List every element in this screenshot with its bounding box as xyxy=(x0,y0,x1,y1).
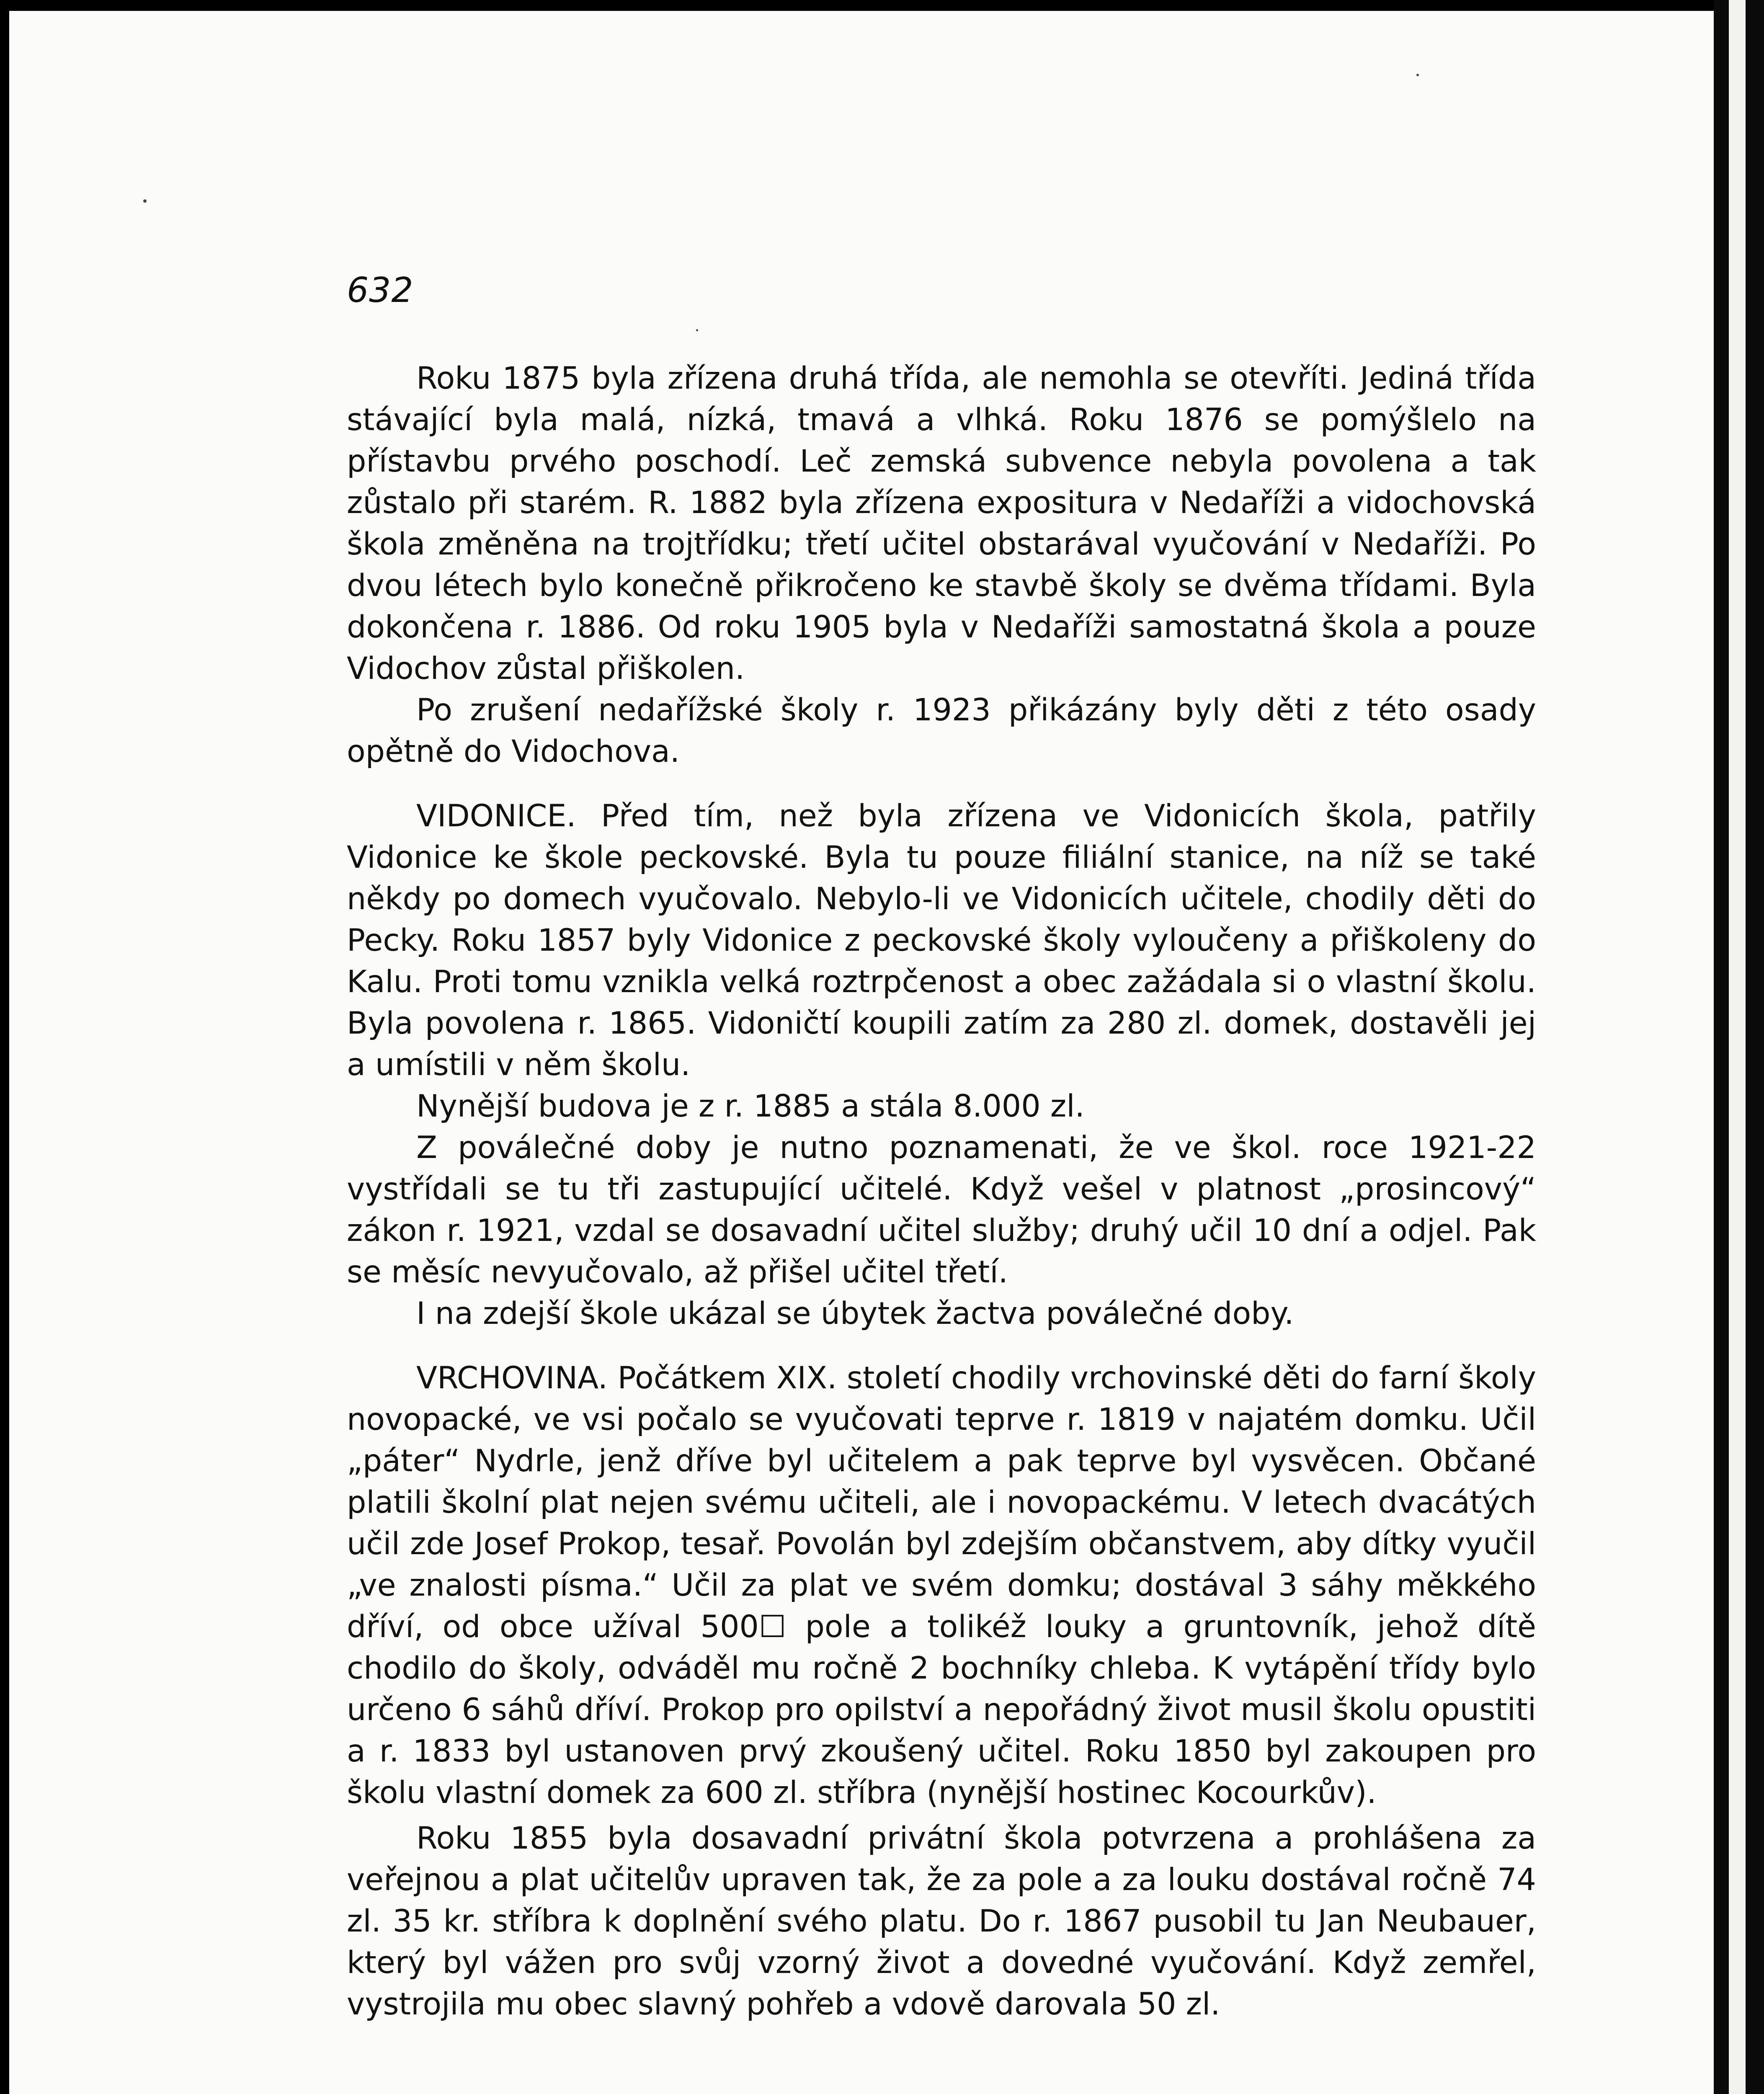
scan-speck xyxy=(696,329,698,331)
paragraph-vrchovina-2: Roku 1855 byla dosavadní privátní škola potvrzena a prohlášena za veřejnou a plat učitelův upraven tak, že za pole a za louku dostával ročně 74 zl. 35 kr. stříbra k doplnění svého platu. Do r. 1867 pusobil tu Jan Neubauer, který byl vážen pro svůj vzorný život a dovedné vyučování. Když zemřel, vystrojila mu obec slavný pohřeb a vdově darovala 50 zl. xyxy=(347,1821,1536,2022)
book-page xyxy=(9,11,1714,2094)
adjacent-page-sliver xyxy=(1729,0,1746,2094)
adjacent-page-edge xyxy=(1714,0,1764,2094)
body-text xyxy=(347,358,1536,2025)
paragraph-vrchovina-1: VRCHOVINA. Počátkem XIX. století chodily vrchovinské děti do farní školy novopacké, ve vsi počalo se vyučovati teprve r. 1819 v najatém domku. Učil „páter“ Nydrle, jenž dříve byl učitelem a pak teprve byl vysvěcen. Občané platili školní plat nejen svému učiteli, ale i novopackému. V letech dvacátých učil zde Josef Prokop, tesař. Povolán byl zdejším občanstvem, aby dítky vyučil „ve znalosti písma.“ Učil za plat ve svém domku; dostával 3 sáhy měkkého dříví, od obce užíval 500☐ pole a tolikéž louky a gruntovník, jehož dítě chodilo do školy, odváděl mu ročně 2 bochníky chleba. K vytápění třídy bylo určeno 6 sáhů dříví. Prokop pro opilství a nepořádný život musil školu opustiti a r. 1833 byl ustanoven prvý zkoušený učitel. Roku 1850 byl zakoupen pro školu vlastní domek za 600 zl. stříbra (nynější hostinec Kocourkův). xyxy=(347,1360,1536,1810)
scan-speck xyxy=(143,199,147,203)
scan-speck xyxy=(1416,74,1419,76)
paragraph-vidochov-1: Roku 1875 byla zřízena druhá třída, ale nemohla se otevříti. Jediná třída stávající byla malá, nízká, tmavá a vlhká. Roku 1876 se pomýšlelo na přístavbu prvého poschodí. Leč zemská subvence nebyla povolena a tak zůstalo při starém. R. 1882 byla zřízena expositura v Nedaříži a vidochovská škola změněna na trojtřídku; třetí učitel obstarával vyučování v Nedaříži. Po dvou létech bylo konečně přikročeno ke stavbě školy se dvěma třídami. Byla dokončena r. 1886. Od roku 1905 byla v Nedaříži samostatná škola a pouze Vidochov zůstal přiškolen. xyxy=(347,361,1536,686)
paragraph-vidonice-1: VIDONICE. Před tím, než byla zřízena ve Vidonicích škola, patřily Vidonice ke škole peckovské. Byla tu pouze filiální stanice, na níž se také někdy po domech vyučovalo. Nebylo-li ve Vidonicích učitele, chodily děti do Pecky. Roku 1857 byly Vidonice z peckovské školy vyloučeny a přiškoleny do Kalu. Proti tomu vznikla velká roztrpčenost a obec zažádala si o vlastní školu. Byla povolena r. 1865. Vidoničtí koupili zatím za 280 zl. domek, dostavěli jej a umístili v něm školu. xyxy=(347,798,1536,1083)
paragraph-vidonice-3: Z poválečné doby je nutno poznamenati, že ve škol. roce 1921-22 vystřídali se tu tři zastupující učitelé. Když vešel v platnost „prosincový“ zákon r. 1921, vzdal se dosavadní učitel služby; druhý učil 10 dní a odjel. Pak se měsíc nevyučovalo, až přišel učitel třetí. xyxy=(347,1130,1536,1290)
paragraph-vidochov-2: Po zrušení nedařížské školy r. 1923 přikázány byly děti z této osady opětně do Vidochova. xyxy=(347,692,1536,769)
paragraph-vidonice-2: Nynější budova je z r. 1885 a stála 8.000 zl. xyxy=(416,1088,1085,1124)
page-number: 632 xyxy=(347,271,414,310)
paragraph-vidonice-4: I na zdejší škole ukázal se úbytek žactva poválečné doby. xyxy=(416,1296,1294,1331)
